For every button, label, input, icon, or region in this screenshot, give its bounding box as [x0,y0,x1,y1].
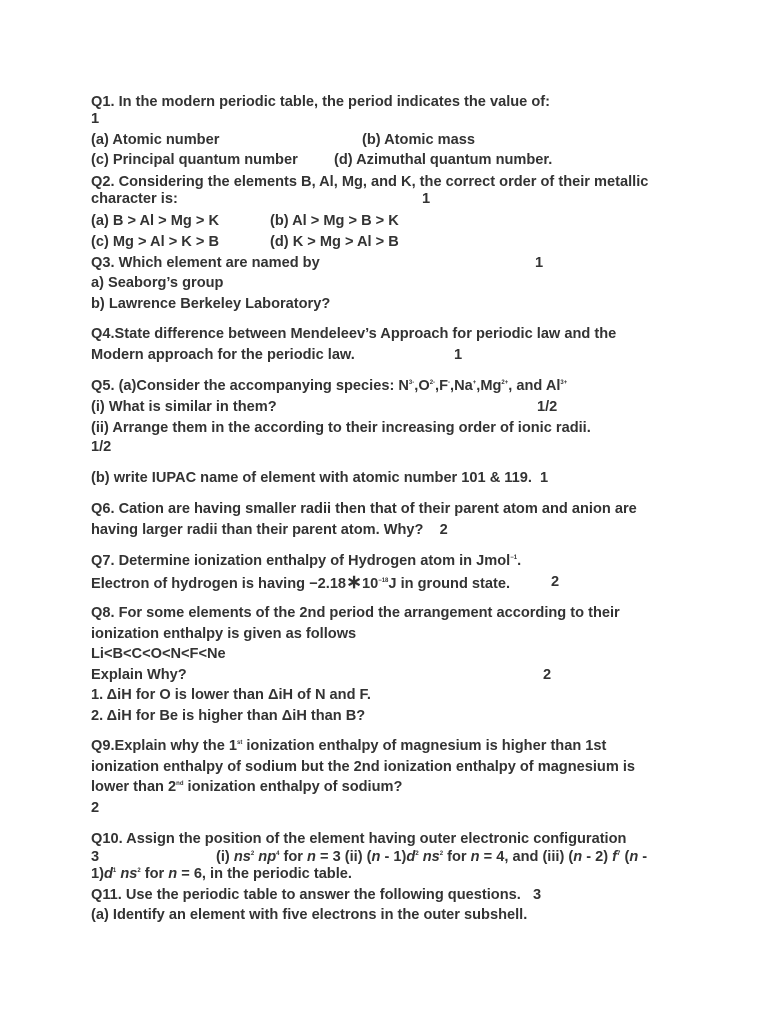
q11-stem: Q11. Use the periodic table to answer the following questions. 3 [91,887,542,903]
q5-part-ii: (ii) Arrange them in the according to their increasing order of ionic radii. [91,420,591,436]
q8-line-2: ionization enthalpy is given as follows [91,626,357,642]
q9-marks: 2 [91,800,100,816]
species-mg: $Mg^{2+}$ [480,378,509,394]
q1-option-b: (b) Atomic mass [362,132,475,148]
q2-stem-line-2: character is: [91,191,178,207]
species-o: $O^{2-}$ [418,378,436,394]
q3-part-a: a) Seaborg’s group [91,275,224,291]
q2-option-c: (c) Mg > Al > K > B [91,234,219,250]
q8-point-2: 2. ΔiH for Be is higher than ΔiH than B? [91,708,366,724]
q2-option-a: (a) B > Al > Mg > K [91,213,219,229]
q1-stem: Q1. In the modern periodic table, the period indicates the value of: [91,94,550,110]
q7-line-2: Electron of hydrogen is having $-2.18∗10^{-18}J$ in ground state. [91,572,511,593]
species-f: F- [439,378,451,394]
q8-point-1: 1. ΔiH for O is lower than ΔiH of N and F. [91,687,371,703]
multiply-icon: ∗ [346,572,362,593]
q5-part-ii-marks: 1/2 [91,439,112,455]
q7-marks: 2 [551,574,560,590]
q10-line-1: Q10. Assign the position of the element having outer electronic configuration [91,831,627,847]
q1-option-c: (c) Principal quantum number [91,152,298,168]
q5-part-i-marks: 1/2 [537,399,558,415]
q1-option-a: (a) Atomic number [91,132,220,148]
q4-line-2: Modern approach for the periodic law. [91,347,355,363]
q8-marks: 2 [543,667,552,683]
q8-line-1: Q8. For some elements of the 2nd period the arrangement according to their [91,605,620,621]
q8-ask: Explain Why? [91,667,187,683]
q9-line-1: Q9.Explain why the 1st ionization enthalpy of magnesium is higher than 1st [91,738,607,754]
q5-intro-line: Q5. (a)Consider the accompanying species: $N^{3-},O^{2-},F^-,Na^+,Mg^{2+}$, and $Al^{3+}$ [91,378,568,394]
q1-marks: 1 [91,111,100,127]
q3-part-b: b) Lawrence Berkeley Laboratory? [91,296,331,312]
q9-line-2: ionization enthalpy of sodium but the 2nd ionization enthalpy of magnesium is [91,759,636,775]
q7-line-1: Q7. Determine ionization enthalpy of Hydrogen atom in Jmol$^{-1}$. [91,553,522,569]
q1-option-d: (d) Azimuthal quantum number. [334,152,553,168]
q3-marks: 1 [535,255,544,271]
q4-line-1: Q4.State difference between Mendeleev’s Approach for periodic law and the [91,326,617,342]
q2-stem-line-1: Q2. Considering the elements B, Al, Mg, and K, the correct order of their metallic [91,174,649,190]
q2-marks: 1 [422,191,431,207]
q5-part-i: (i) What is similar in them? [91,399,277,415]
q10-line-3: $1)d^1$ $ns^2$ for n = 6, in the periodic table. [91,866,352,882]
q9-line-3: lower than 2nd ionization enthalpy of sodium? [91,779,403,795]
q11-part-a: (a) Identify an element with five electrons in the outer subshell. [91,907,528,923]
q3-stem: Q3. Which element are named by [91,255,320,271]
species-na: Na+ [454,378,477,394]
q5-part-b: (b) write IUPAC name of element with atomic number 101 & 119. 1 [91,470,549,486]
q6-line-2: having larger radii than their parent atom. Why? 2 [91,522,448,538]
q8-order: Li<B<C<O<N<F<Ne [91,646,226,662]
species-n: $N^{3-}$ [398,378,415,394]
q10-marks: 3 [91,849,100,865]
q4-marks: 1 [454,347,463,363]
q2-option-b: (b) Al > Mg > B > K [270,213,399,229]
species-al: $Al^{3+}$ [545,378,568,394]
q5-intro: Q5. (a)Consider the accompanying species: [91,378,399,394]
q10-line-2: (i) $ns^2$ $np^4$ for n = 3 (ii) $(n - 1)d^2$ $ns^2$ for n = 4, and (iii) (n - 2) $f^7$ (n - [216,849,648,865]
q2-option-d: (d) K > Mg > Al > B [270,234,399,250]
q6-line-1: Q6. Cation are having smaller radii then that of their parent atom and anion are [91,501,637,517]
